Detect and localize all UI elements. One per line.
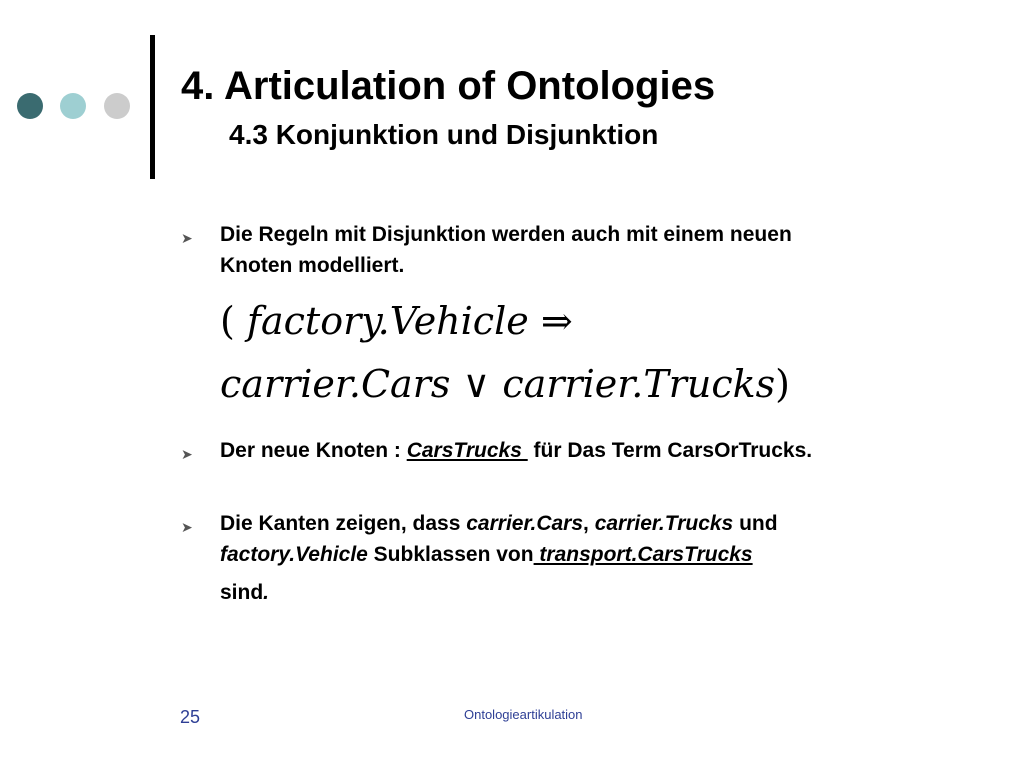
decor-dot-gray [104, 93, 130, 119]
page-number: 25 [180, 707, 201, 727]
carrier-cars-term: carrier.Cars [466, 512, 584, 535]
factory-vehicle-term: factory.Vehicle [220, 543, 368, 566]
bullet-3-period: . [263, 581, 270, 604]
bullet-2-prefix: Der neue Knoten : [220, 439, 407, 462]
slide-subtitle: 4.3 Konjunktion und Disjunktion [229, 119, 659, 150]
bullet-2-suffix: für Das Term CarsOrTrucks. [527, 439, 813, 462]
carrier-trucks-term: carrier.Trucks [594, 512, 734, 535]
arrowhead-bullet-icon: ➤ [181, 519, 193, 535]
formula-factory-vehicle: factory.Vehicle [246, 299, 529, 343]
formula-open-paren: ( [220, 299, 235, 343]
slide-title: 4. Articulation of Ontologies [181, 64, 716, 108]
transport-carstrucks-term: transport.CarsTrucks [533, 543, 753, 566]
decor-dot-light [60, 93, 86, 119]
bullet-3-line-2 [220, 539, 753, 570]
bullet-3-line-1 [220, 508, 778, 539]
arrowhead-bullet-icon: ➤ [181, 230, 193, 246]
bullet-3-subklassen: Subklassen von [367, 543, 534, 566]
node-carstrucks: CarsTrucks [406, 439, 528, 462]
decor-dot-dark [17, 93, 43, 119]
formula-close-paren: ) [775, 362, 790, 406]
bullet-3-sind: sind [220, 581, 264, 604]
formula-carrier-trucks: carrier.Trucks [502, 362, 776, 406]
bullet-1-line-2: Knoten modelliert. [220, 254, 405, 277]
formula-line-1 [220, 299, 573, 343]
bullet-3-und: und [733, 512, 778, 535]
bullet-3-comma: , [583, 512, 595, 535]
formula-line-2 [220, 362, 790, 406]
bullet-3-text-1: Die Kanten zeigen, dass [220, 512, 467, 535]
bullet-1-text [220, 219, 792, 281]
arrowhead-bullet-icon: ➤ [181, 446, 193, 462]
implies-symbol: ⇒ [540, 299, 573, 343]
formula-carrier-cars: carrier.Cars [220, 362, 451, 406]
bullet-2-text [220, 435, 812, 466]
or-symbol: ∨ [462, 362, 491, 406]
title-divider [150, 35, 155, 179]
bullet-3-line-3 [220, 577, 269, 608]
bullet-1-line-1: Die Regeln mit Disjunktion werden auch mit einem neuen [220, 223, 792, 246]
footer-title: Ontologieartikulation [464, 707, 583, 722]
